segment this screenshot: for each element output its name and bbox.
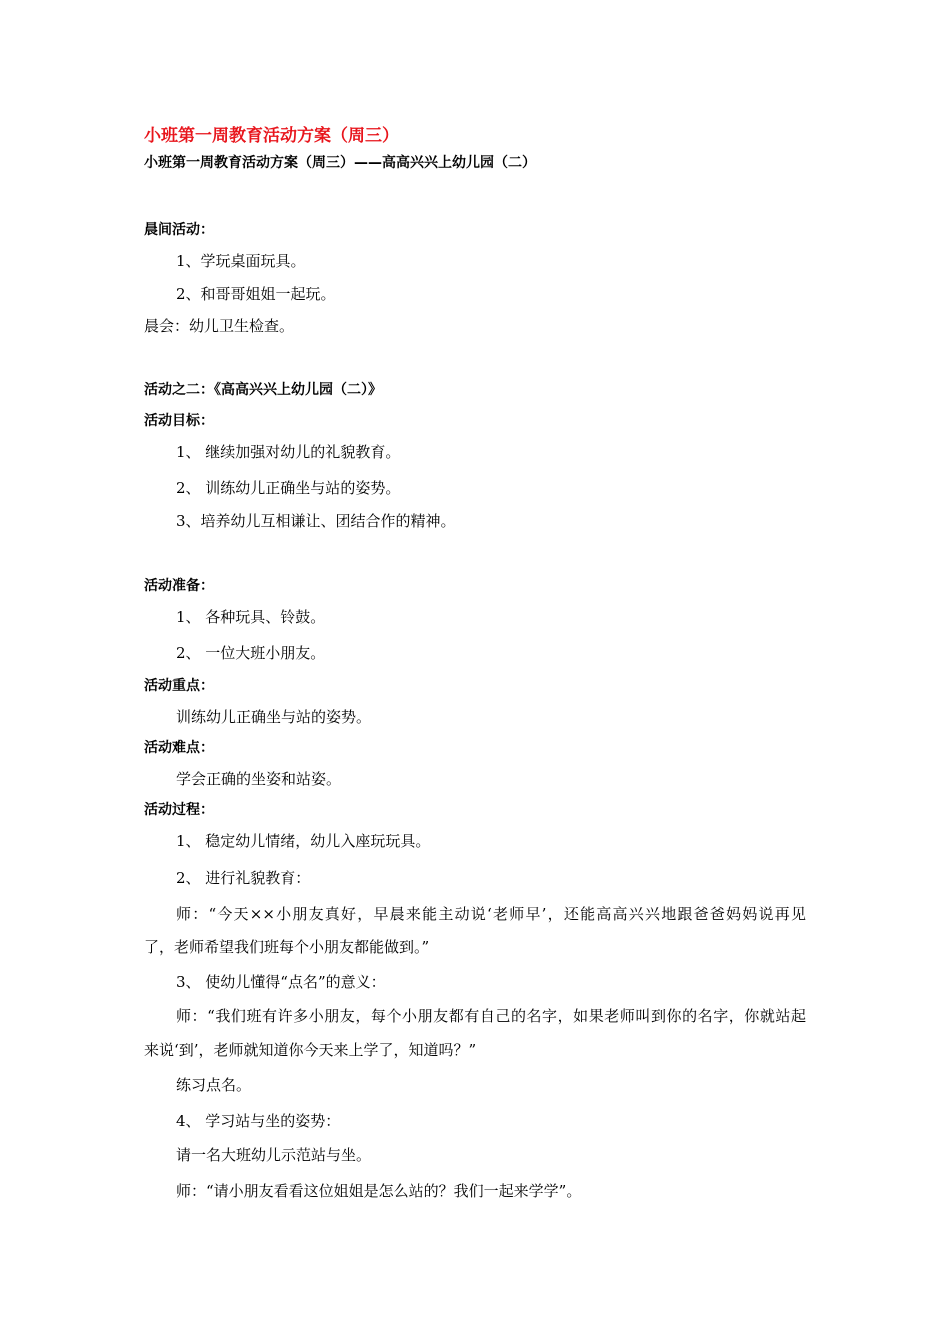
process-line: 练习点名。: [176, 1076, 252, 1094]
goal-item: 1、 继续加强对幼儿的礼貌教育。: [176, 443, 401, 461]
activity-heading: 活动之二：《高高兴兴上幼儿园（二）》: [144, 382, 382, 398]
goals-heading: 活动目标：: [144, 413, 214, 429]
process-line: 师：“我们班有许多小朋友，每个小朋友都有自己的名字，如果老师叫到你的名字，你就站起: [176, 1007, 806, 1025]
process-line: 师：“请小朋友看看这位姐姐是怎么站的？我们一起来学学”。: [176, 1182, 582, 1200]
prep-heading: 活动准备：: [144, 578, 214, 594]
process-line: 了，老师希望我们班每个小朋友都能做到。”: [144, 938, 430, 956]
difficulty-heading: 活动难点：: [144, 740, 214, 756]
process-line: 4、 学习站与坐的姿势：: [176, 1112, 341, 1130]
morning-item: 2、和哥哥姐姐一起玩。: [176, 285, 336, 303]
process-line: 3、 使幼儿懂得“点名”的意义：: [176, 973, 386, 991]
difficulty-text: 学会正确的坐姿和站姿。: [176, 770, 342, 788]
goal-item: 3、培养幼儿互相谦让、团结合作的精神。: [176, 512, 456, 530]
document-subtitle: 小班第一周教育活动方案（周三）——高高兴兴上幼儿园（二）: [144, 155, 536, 171]
document-title: 小班第一周教育活动方案（周三）: [144, 126, 399, 146]
morning-heading: 晨间活动：: [144, 222, 214, 238]
prep-item: 1、 各种玩具、铃鼓。: [176, 608, 326, 626]
goal-item: 2、 训练幼儿正确坐与站的姿势。: [176, 479, 401, 497]
process-line: 请一名大班幼儿示范站与坐。: [176, 1146, 372, 1164]
process-line: 2、 进行礼貌教育：: [176, 869, 311, 887]
prep-item: 2、 一位大班小朋友。: [176, 644, 326, 662]
key-heading: 活动重点：: [144, 678, 214, 694]
key-text: 训练幼儿正确坐与站的姿势。: [176, 708, 372, 726]
morning-assembly: 晨会：幼儿卫生检查。: [144, 317, 295, 335]
process-line: 1、 稳定幼儿情绪，幼儿入座玩玩具。: [176, 832, 431, 850]
process-heading: 活动过程：: [144, 802, 214, 818]
process-line: 来说‘到’，老师就知道你今天来上学了，知道吗？”: [144, 1041, 477, 1059]
morning-item: 1、学玩桌面玩具。: [176, 252, 306, 270]
process-line: 师：“今天××小朋友真好，早晨来能主动说‘老师早’，还能高高兴兴地跟爸爸妈妈说再见: [176, 905, 806, 923]
